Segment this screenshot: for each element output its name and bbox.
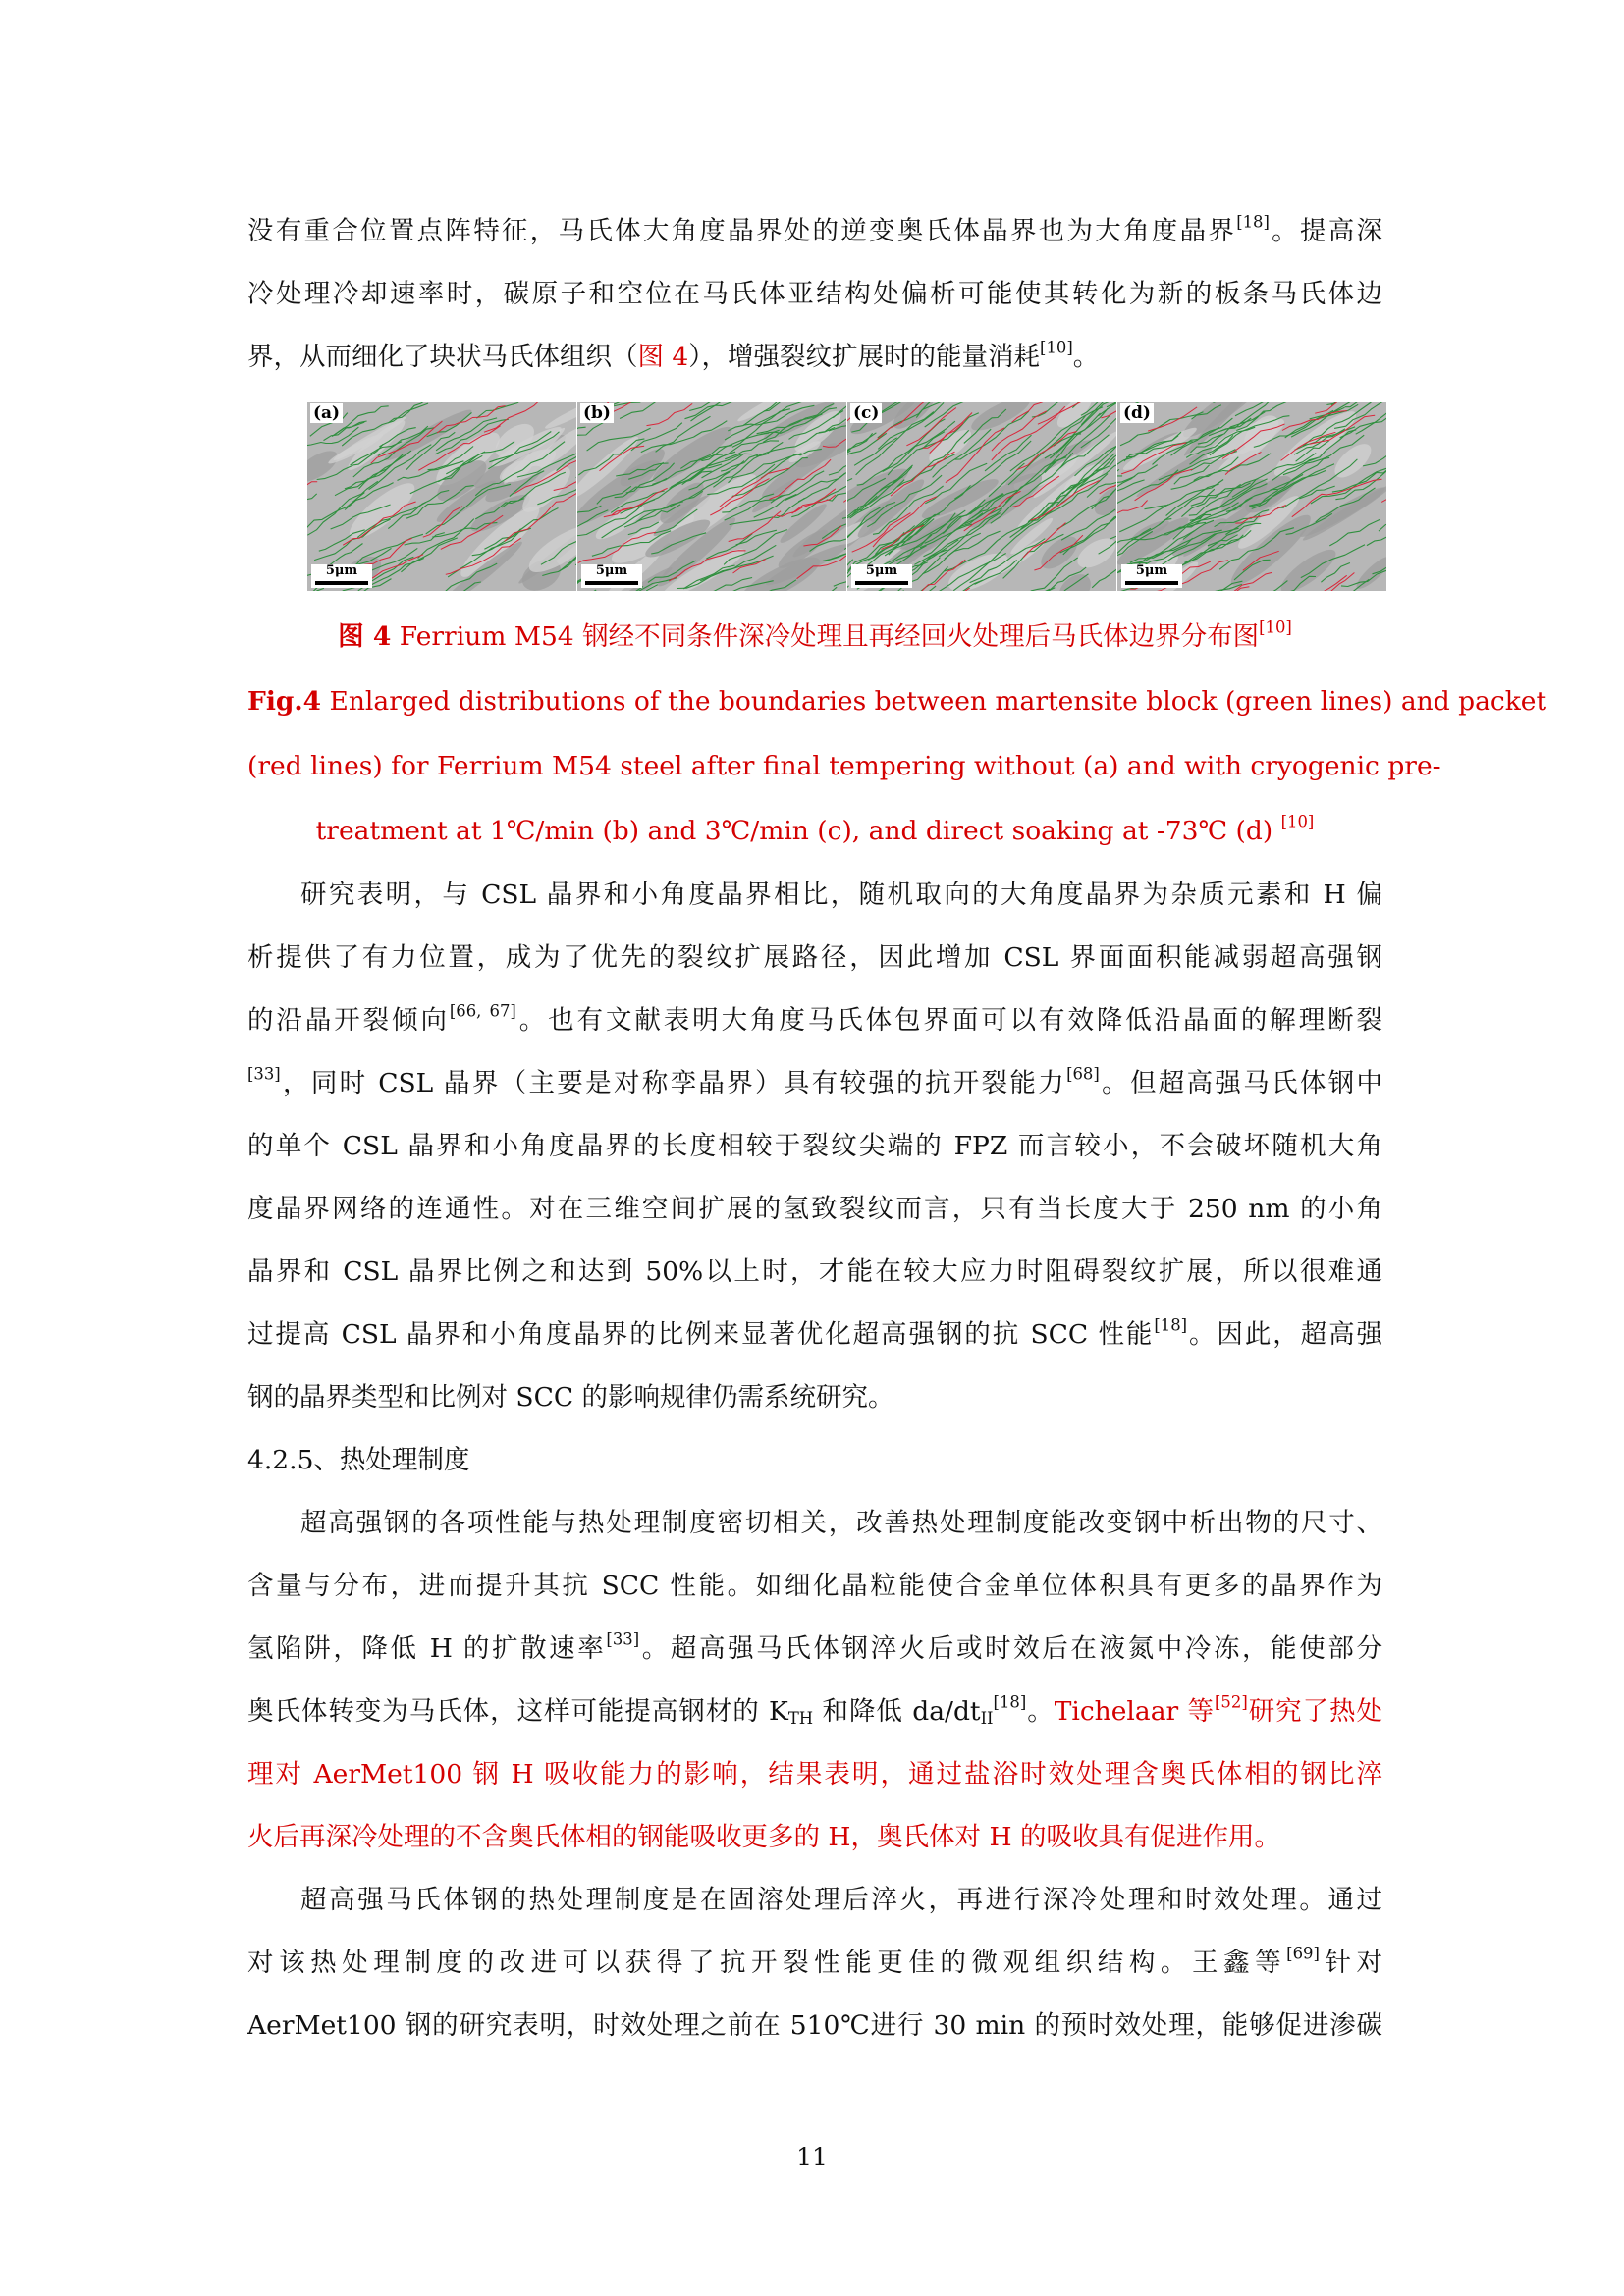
scale-bar [1121,564,1182,588]
scale-bar-label: 5μm [325,563,358,578]
text-line: 晶界和 CSL 晶界比例之和达到 50%以上时，才能在较大应力时阻碍裂纹扩展，所以很难通 [247,1256,1382,1287]
text-line: 超高强钢的各项性能与热处理制度密切相关，改善热处理制度能改变钢中析出物的尺寸、 [300,1508,1382,1538]
caption-text: Enlarged distributions of the boundaries between martensite block (green lines) and packet [321,686,1547,717]
caption-text: treatment at 1℃/min (b) and 3℃/min (c), and direct soaking at -73℃ (d) [315,816,1281,846]
scale-bar [851,564,912,588]
scale-bar-label: 5μm [1135,563,1168,578]
citation: [10] [1280,812,1315,831]
text-line: 冷处理冷却速率时，碳原子和空位在马氏体亚结构处偏析可能使其转化为新的板条马氏体边 [247,279,1382,309]
scale-bar-label: 5μm [595,563,628,578]
citation: [66, 67] [449,1001,516,1021]
scale-bar-line [855,581,908,585]
panel-label: (c) [850,403,882,423]
text-line: 超高强马氏体钢的热处理制度是在固溶处理后淬火，再进行深冷处理和时效处理。通过 [300,1885,1382,1915]
text-line: 析提供了有力位置，成为了优先的裂纹扩展路径，因此增加 CSL 界面面积能减弱超高强钢 [247,942,1382,973]
text-line [247,326,1382,389]
panel-label: (d) [1120,403,1154,423]
micrograph-panel [1117,402,1386,591]
subscript: TH [787,1709,814,1729]
citation: [18] [993,1692,1027,1712]
text-line [247,1052,1382,1115]
text-line: AerMet100 钢的研究表明，时效处理之前在 510℃进行 30 min 的预时效处理，能够促进渗碳 [247,2010,1382,2041]
figure-4-micrographs [307,402,1386,591]
caption-label: 图 4 [338,621,392,652]
highlighted-text: Tichelaar 等 [1054,1696,1216,1727]
highlighted-line: 火后再深冷处理的不含奥氏体相的钢能吸收更多的 H，奥氏体对 H 的吸收具有促进作用。 [247,1822,1280,1852]
highlighted-text: 研究了热处 [1247,1696,1382,1727]
text-line: 含量与分布，进而提升其抗 SCC 性能。如细化晶粒能使合金单位体积具有更多的晶界作为 [247,1571,1382,1601]
citation: [18] [1154,1315,1188,1335]
scale-bar-line [585,581,638,585]
text-span: 。因此，超高强 [1187,1319,1382,1350]
text-line [247,1932,1382,1995]
text-span: 没有重合位置点阵特征，马氏体大角度晶界处的逆变奥氏体晶界也为大角度晶界 [247,216,1237,246]
top-paragraph [247,200,1382,389]
figure-caption-en-line: (red lines) for Ferrium M54 steel after final tempering without (a) and with cryogenic pre- [247,751,1441,781]
subscript: II [980,1709,994,1729]
text-span: 的沿晶开裂倾向 [247,1005,450,1036]
paragraph-heat-treatment [247,1492,1382,1869]
text-line [247,1618,1382,1681]
caption-label: Fig.4 [247,686,322,717]
paragraph-csl [247,864,1382,1492]
text-line [247,989,1382,1052]
scale-bar-line [1125,581,1178,585]
panel-label: (b) [580,403,614,423]
text-span: ），增强裂纹扩展时的能量消耗 [688,342,1041,372]
text-span: 奥氏体转变为马氏体，这样可能提高钢材的 K [247,1696,788,1727]
citation: [33] [606,1629,640,1649]
page-number: 11 [796,2143,828,2171]
text-line: 钢的晶界类型和比例对 SCC 的影响规律仍需系统研究。 [247,1382,894,1413]
micrograph-panel [577,402,846,591]
scale-bar-label: 5μm [865,563,898,578]
text-line [247,1304,1382,1366]
citation: [33] [247,1064,281,1084]
figure-caption-en-line [247,800,1382,863]
citation: [10] [1259,617,1292,637]
micrograph-panel [307,402,576,591]
text-span: 。超高强马氏体钢淬火后或时效后在液氮中冷冻，能使部分 [639,1633,1382,1664]
text-span: 。提高深 [1269,216,1382,246]
scale-bar-line [315,581,368,585]
citation: [52] [1215,1692,1248,1712]
text-span: 界，从而细化了块状马氏体组织（ [247,342,638,372]
text-span: 氢陷阱，降低 H 的扩散速率 [247,1633,607,1664]
citation: [18] [1236,212,1270,232]
text-span: 。但超高强马氏体钢中 [1099,1068,1382,1098]
text-line [247,1681,1382,1743]
text-line: 度晶界网络的连通性。对在三维空间扩展的氢致裂纹而言，只有当长度大于 250 nm 的小角 [247,1194,1382,1224]
citation: [10] [1040,338,1073,357]
text-line: 研究表明，与 CSL 晶界和小角度晶界相比，随机取向的大角度晶界为杂质元素和 H 偏 [300,880,1382,910]
caption-text: Ferrium M54 钢经不同条件深冷处理且再经回火处理后马氏体边界分布图 [391,621,1260,652]
citation: [69] [1286,1944,1320,1963]
text-span: 针对 [1319,1948,1382,1978]
micrograph-panel [847,402,1116,591]
text-span: 。也有文献表明大角度马氏体包界面可以有效降低沿晶面的解理断裂 [515,1005,1382,1036]
paragraph-process [247,1869,1382,2057]
scale-bar [311,564,372,588]
text-line [247,200,1382,263]
text-span: ，同时 CSL 晶界（主要是对称孪晶界）具有较强的抗开裂能力 [280,1068,1067,1098]
section-heading: 4.2.5、热处理制度 [247,1445,470,1475]
text-span: 。 [1026,1696,1055,1727]
text-span: 过提高 CSL 晶界和小角度晶界的比例来显著优化超高强钢的抗 SCC 性能 [247,1319,1155,1350]
text-span: 和降低 da/dt [813,1696,981,1727]
text-span: 。 [1072,342,1100,372]
citation: [68] [1066,1064,1100,1084]
figure-caption-cn [247,606,1382,668]
text-span: 对该热处理制度的改进可以获得了抗开裂性能更佳的微观组织结构。王鑫等 [247,1948,1287,1978]
figure-reference: 图 4 [637,342,689,372]
text-line: 的单个 CSL 晶界和小角度晶界的长度相较于裂纹尖端的 FPZ 而言较小，不会破坏随机大角 [247,1131,1382,1161]
scale-bar [581,564,642,588]
panel-label: (a) [310,403,343,423]
figure-caption-en-line [247,670,1547,733]
highlighted-line: 理对 AerMet100 钢 H 吸收能力的影响，结果表明，通过盐浴时效处理含奥氏体相的钢比淬 [247,1759,1382,1789]
